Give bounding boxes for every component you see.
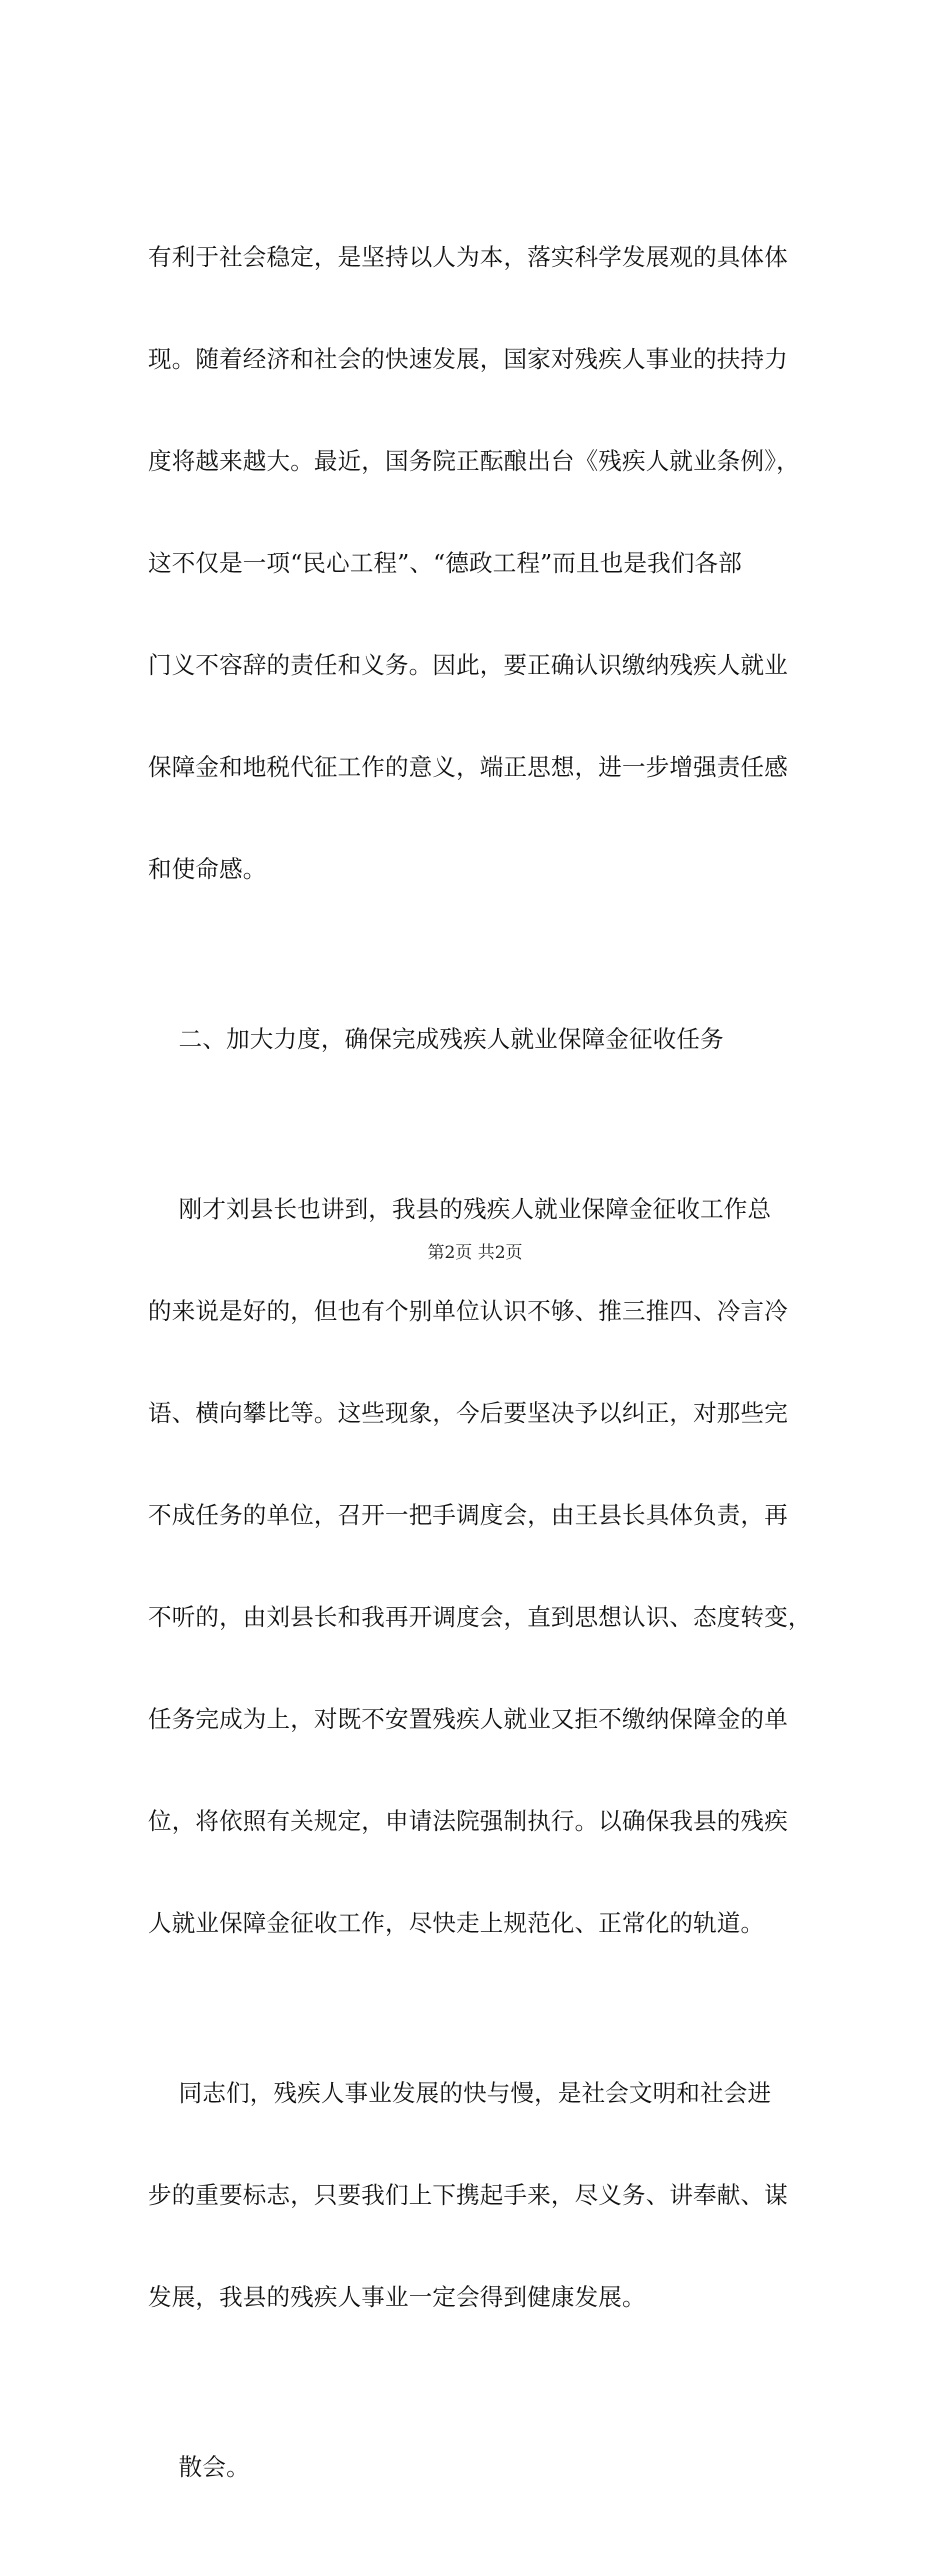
page-footer xyxy=(0,1242,950,1264)
paragraph-4 xyxy=(148,2008,838,2382)
text-line: 和使命感。 xyxy=(148,855,267,883)
text-line: 任务完成为上，对既不安置残疾人就业又拒不缴纳保障金的单 xyxy=(148,1705,788,1733)
text-line: 人就业保障金征收工作，尽快走上规范化、正常化的轨道。 xyxy=(148,1909,765,1937)
text-line: 现。随着经济和社会的快速发展，国家对残疾人事业的扶持力 xyxy=(148,345,788,373)
paragraph-1 xyxy=(148,172,838,954)
text-line: 语、横向攀比等。这些现象，今后要坚决予以纠正，对那些完 xyxy=(148,1399,788,1427)
text-line: 位，将依照有关规定，申请法院强制执行。以确保我县的残疾 xyxy=(148,1807,788,1835)
section-heading xyxy=(148,954,838,1124)
text-line: 的来说是好的，但也有个别单位认识不够、推三推四、冷言冷 xyxy=(148,1297,788,1325)
text-line: 有利于社会稳定，是坚持以人为本，落实科学发展观的具体体 xyxy=(148,243,788,271)
document-body xyxy=(148,172,838,2552)
text-line: 散会。 xyxy=(148,2453,250,2481)
text-line: 同志们，残疾人事业发展的快与慢，是社会文明和社会进 xyxy=(148,2079,772,2107)
text-line: 度将越来越大。最近，国务院正酝酿出台《残疾人就业条例》， xyxy=(148,447,800,475)
page-number-label: 第2页 共2页 xyxy=(427,1243,523,1263)
text-line: 保障金和地税代征工作的意义，端正思想，进一步增强责任感 xyxy=(148,753,788,781)
heading-line: 二、加大力度，确保完成残疾人就业保障金征收任务 xyxy=(148,1025,724,1053)
text-line: 步的重要标志，只要我们上下携起手来，尽义务、讲奉献、谋 xyxy=(148,2181,788,2209)
closing-paragraph xyxy=(148,2382,838,2552)
text-line: 刚才刘县长也讲到，我县的残疾人就业保障金征收工作总 xyxy=(148,1195,772,1223)
text-line: 不听的，由刘县长和我再开调度会，直到思想认识、态度转变， xyxy=(148,1603,812,1631)
text-line: 发展，我县的残疾人事业一定会得到健康发展。 xyxy=(148,2283,646,2311)
text-line: 这不仅是一项“民心工程”、“德政工程”而且也是我们各部 xyxy=(148,549,742,577)
text-line: 门义不容辞的责任和义务。因此，要正确认识缴纳残疾人就业 xyxy=(148,651,788,679)
text-line: 不成任务的单位，召开一把手调度会，由王县长具体负责，再 xyxy=(148,1501,788,1529)
